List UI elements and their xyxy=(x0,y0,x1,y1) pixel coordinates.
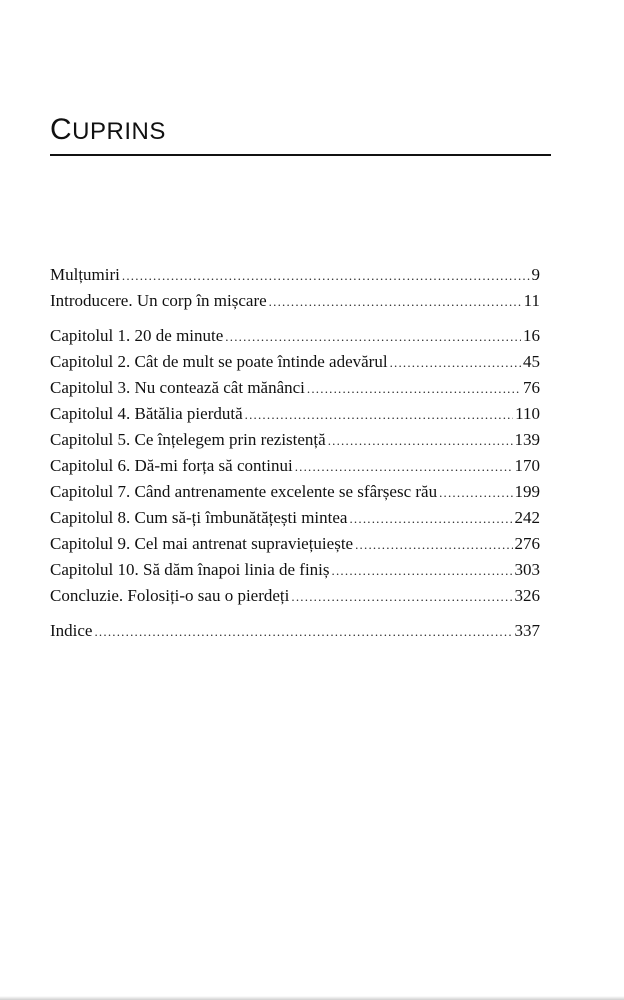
toc-dot-leader xyxy=(269,289,522,315)
toc-entry-label: Capitolul 7. Când antrenamente excelente se sfârșesc rău xyxy=(50,482,438,501)
toc-entry-page: 139 xyxy=(514,430,540,449)
toc-dot-leader xyxy=(225,324,521,350)
toc-dot-leader xyxy=(94,619,512,645)
toc-entry-page: 45 xyxy=(523,352,540,371)
toc-dot-leader xyxy=(349,506,512,532)
toc-entry-chapter-7[interactable] xyxy=(50,479,540,505)
toc-dot-leader xyxy=(295,454,513,480)
table-of-contents xyxy=(50,262,540,644)
toc-entry-chapter-4[interactable] xyxy=(50,401,540,427)
toc-entry-page: 242 xyxy=(514,508,540,527)
toc-entry-index[interactable] xyxy=(50,618,540,644)
toc-entry-acknowledgements[interactable] xyxy=(50,262,540,288)
toc-entry-label: Capitolul 5. Ce înțelegem prin rezistență xyxy=(50,430,326,449)
toc-entry-label: Mulțumiri xyxy=(50,265,120,284)
toc-dot-leader xyxy=(122,263,530,289)
toc-entry-label: Capitolul 10. Să dăm înapoi linia de finiș xyxy=(50,560,330,579)
toc-entry-chapter-9[interactable] xyxy=(50,531,540,557)
toc-entry-label: Capitolul 8. Cum să-ți îmbunătățești mintea xyxy=(50,508,348,527)
toc-entry-label: Capitolul 6. Dă-mi forța să continui xyxy=(50,456,293,475)
toc-dot-leader xyxy=(332,558,513,584)
toc-entry-conclusion[interactable] xyxy=(50,583,540,609)
toc-entry-chapter-10[interactable] xyxy=(50,557,540,583)
toc-entry-label: Capitolul 4. Bătălia pierdută xyxy=(50,404,243,423)
title-divider xyxy=(50,154,551,156)
toc-dot-leader xyxy=(328,428,513,454)
toc-entry-chapter-6[interactable] xyxy=(50,453,540,479)
toc-entry-page: 199 xyxy=(514,482,540,501)
toc-entry-label: Concluzie. Folosiți-o sau o pierdeți xyxy=(50,586,290,605)
toc-entry-page: 16 xyxy=(523,326,540,345)
toc-entry-introduction[interactable] xyxy=(50,288,540,314)
toc-dot-leader xyxy=(291,584,512,610)
toc-entry-chapter-5[interactable] xyxy=(50,427,540,453)
toc-entry-label: Capitolul 2. Cât de mult se poate întinde adevărul xyxy=(50,352,388,371)
toc-entry-page: 11 xyxy=(523,291,540,310)
toc-entry-page: 276 xyxy=(514,534,540,553)
toc-entry-page: 303 xyxy=(514,560,540,579)
toc-entry-label: Indice xyxy=(50,621,93,640)
toc-entry-chapter-1[interactable] xyxy=(50,323,540,349)
toc-entry-page: 326 xyxy=(514,586,540,605)
toc-entry-chapter-8[interactable] xyxy=(50,505,540,531)
page-title-initial: C xyxy=(50,113,73,146)
toc-dot-leader xyxy=(245,402,514,428)
toc-entry-label: Introducere. Un corp în mișcare xyxy=(50,291,267,310)
toc-dot-leader xyxy=(307,376,521,402)
toc-entry-page: 337 xyxy=(514,621,540,640)
toc-entry-chapter-3[interactable] xyxy=(50,375,540,401)
toc-entry-page: 9 xyxy=(531,265,540,284)
toc-entry-page: 76 xyxy=(523,378,540,397)
toc-entry-page: 110 xyxy=(515,404,540,423)
toc-dot-leader xyxy=(390,350,521,376)
toc-entry-label: Capitolul 1. 20 de minute xyxy=(50,326,224,345)
page-title xyxy=(50,110,166,152)
toc-entry-label: Capitolul 3. Nu contează cât mănânci xyxy=(50,378,305,397)
page-bottom-edge xyxy=(0,996,624,1000)
toc-dot-leader xyxy=(355,532,512,558)
toc-dot-leader xyxy=(439,480,512,506)
toc-entry-label: Capitolul 9. Cel mai antrenat supraviețuiește xyxy=(50,534,354,553)
toc-entry-page: 170 xyxy=(514,456,540,475)
page-title-rest: UPRINS xyxy=(72,118,166,145)
toc-entry-chapter-2[interactable] xyxy=(50,349,540,375)
